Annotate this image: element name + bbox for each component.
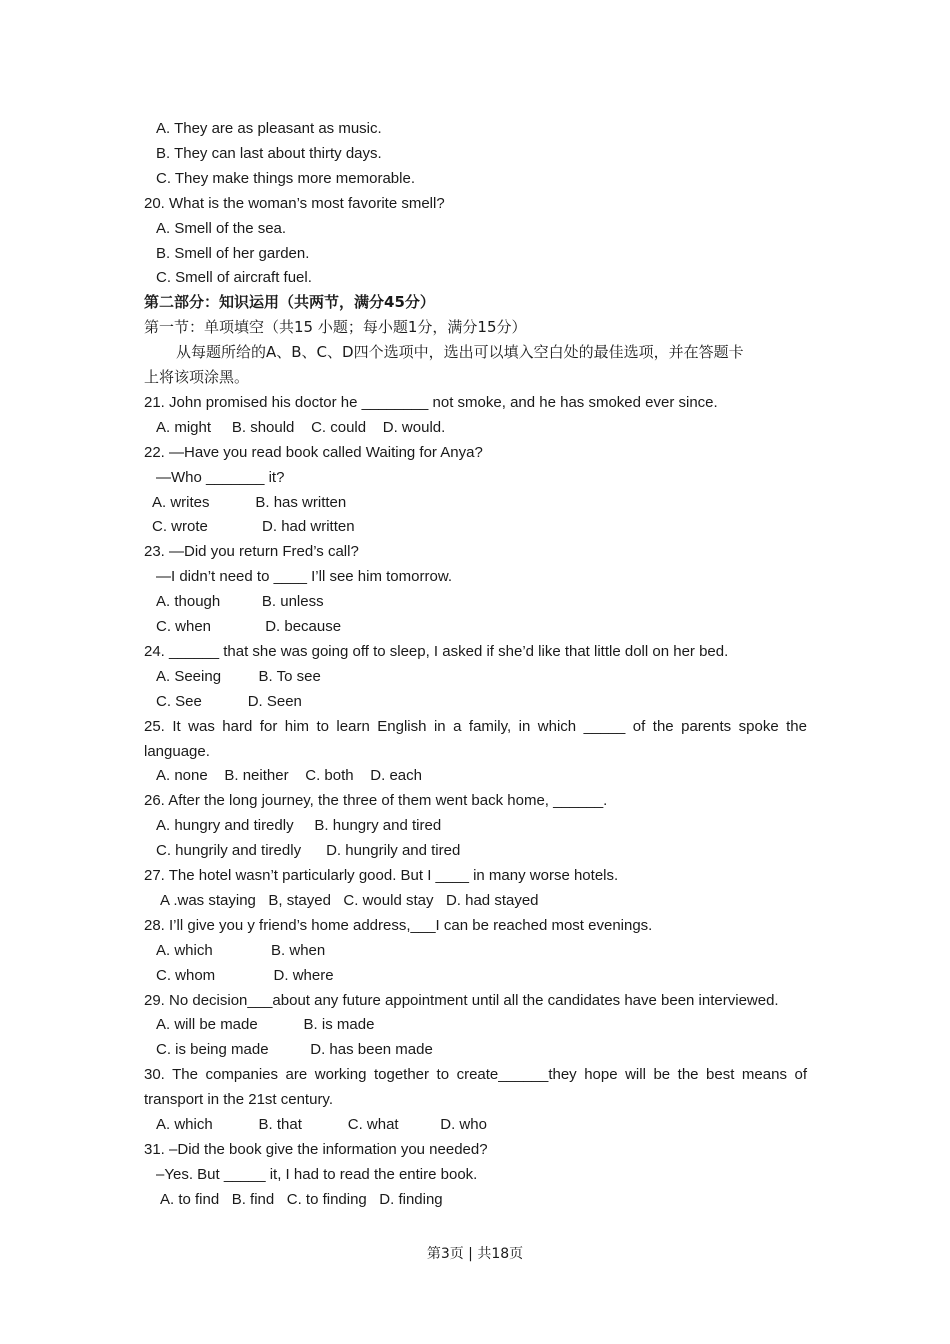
text-line: A. They are as pleasant as music. — [156, 120, 382, 137]
text-line: C. wrote D. had written — [152, 518, 355, 536]
text-line: –Yes. But _____ it, I had to read the entire book. — [156, 1165, 478, 1183]
text-line: C. hungrily and tiredly D. hungrily and tired — [156, 842, 461, 860]
text-line: A. might B. should C. could D. would. — [156, 418, 446, 436]
text-line: 第二部分：知识运用（共两节，满分45分） — [144, 293, 435, 312]
text-line: 23. —Did you return Fred’s call? — [144, 543, 359, 561]
text-line: 28. I’ll give you y friend’s home address,___I can be reached most evenings. — [144, 916, 653, 934]
text-line: 30. The companies are working together to create______they hope will be the best means of — [144, 1066, 807, 1084]
text-line: A. Seeing B. To see — [156, 667, 321, 685]
text-line: B. They can last about thirty days. — [156, 144, 382, 162]
text-line: transport in the 21st century. — [144, 1091, 333, 1109]
text-line: A. none B. neither C. both D. each — [156, 767, 422, 785]
text-line: A. to find B. find C. to finding D. finding — [160, 1190, 443, 1208]
text-line: 20. What is the woman’s most favorite smell? — [144, 194, 445, 212]
text-line: —Who _______ it? — [156, 468, 285, 486]
text-line: 从每题所给的A、B、C、D四个选项中，选出可以填入空白处的最佳选项，并在答题卡 — [176, 343, 744, 362]
text-line: C. whom D. where — [156, 966, 334, 984]
text-line: C. Smell of aircraft fuel. — [156, 269, 312, 287]
text-line: C. See D. Seen — [156, 692, 302, 710]
text-line: 27. The hotel wasn’t particularly good. But I ____ in many worse hotels. — [144, 867, 619, 884]
text-line: C. when D. because — [156, 618, 342, 635]
text-line: A. Smell of the sea. — [156, 219, 287, 237]
text-line: A. writes B. has written — [152, 493, 347, 511]
text-line: A. will be made B. is made — [156, 1016, 375, 1034]
text-line: 第一节：单项填空（共15 小题；每小题1分，满分15分） — [144, 318, 527, 337]
text-line: language. — [144, 742, 210, 760]
text-line: A. though B. unless — [156, 593, 324, 611]
text-line: 22. —Have you read book called Waiting for Anya? — [144, 443, 483, 461]
text-line: 31. –Did the book give the information you needed? — [144, 1140, 488, 1158]
text-line: 26. After the long journey, the three of them went back home, ______. — [144, 792, 608, 810]
text-line: —I didn’t need to ____ I’ll see him tomorrow. — [156, 568, 452, 586]
text-line: A. hungry and tiredly B. hungry and tired — [156, 817, 442, 835]
text-line: B. Smell of her garden. — [156, 244, 310, 262]
text-line: 21. John promised his doctor he ________ not smoke, and he has smoked ever since. — [144, 393, 718, 411]
text-line: 29. No decision___about any future appointment until all the candidates have been interviewed. — [144, 991, 779, 1009]
text-line: A. which B. that C. what D. who — [156, 1116, 487, 1133]
text-line: 24. ______ that she was going off to sleep, I asked if she’d like that little doll on her bed. — [144, 642, 729, 660]
text-line: C. They make things more memorable. — [156, 169, 415, 187]
text-line: 25. It was hard for him to learn English in a family, in which _____ of the parents spoke the — [144, 717, 807, 735]
text-line: C. is being made D. has been made — [156, 1041, 433, 1059]
text-line: 上将该项涂黑。 — [144, 368, 250, 386]
text-line: A .was staying B, stayed C. would stay D. had stayed — [160, 891, 539, 909]
text-line: A. which B. when — [156, 941, 326, 959]
page-footer: 第3页 | 共18页 — [426, 1246, 524, 1262]
